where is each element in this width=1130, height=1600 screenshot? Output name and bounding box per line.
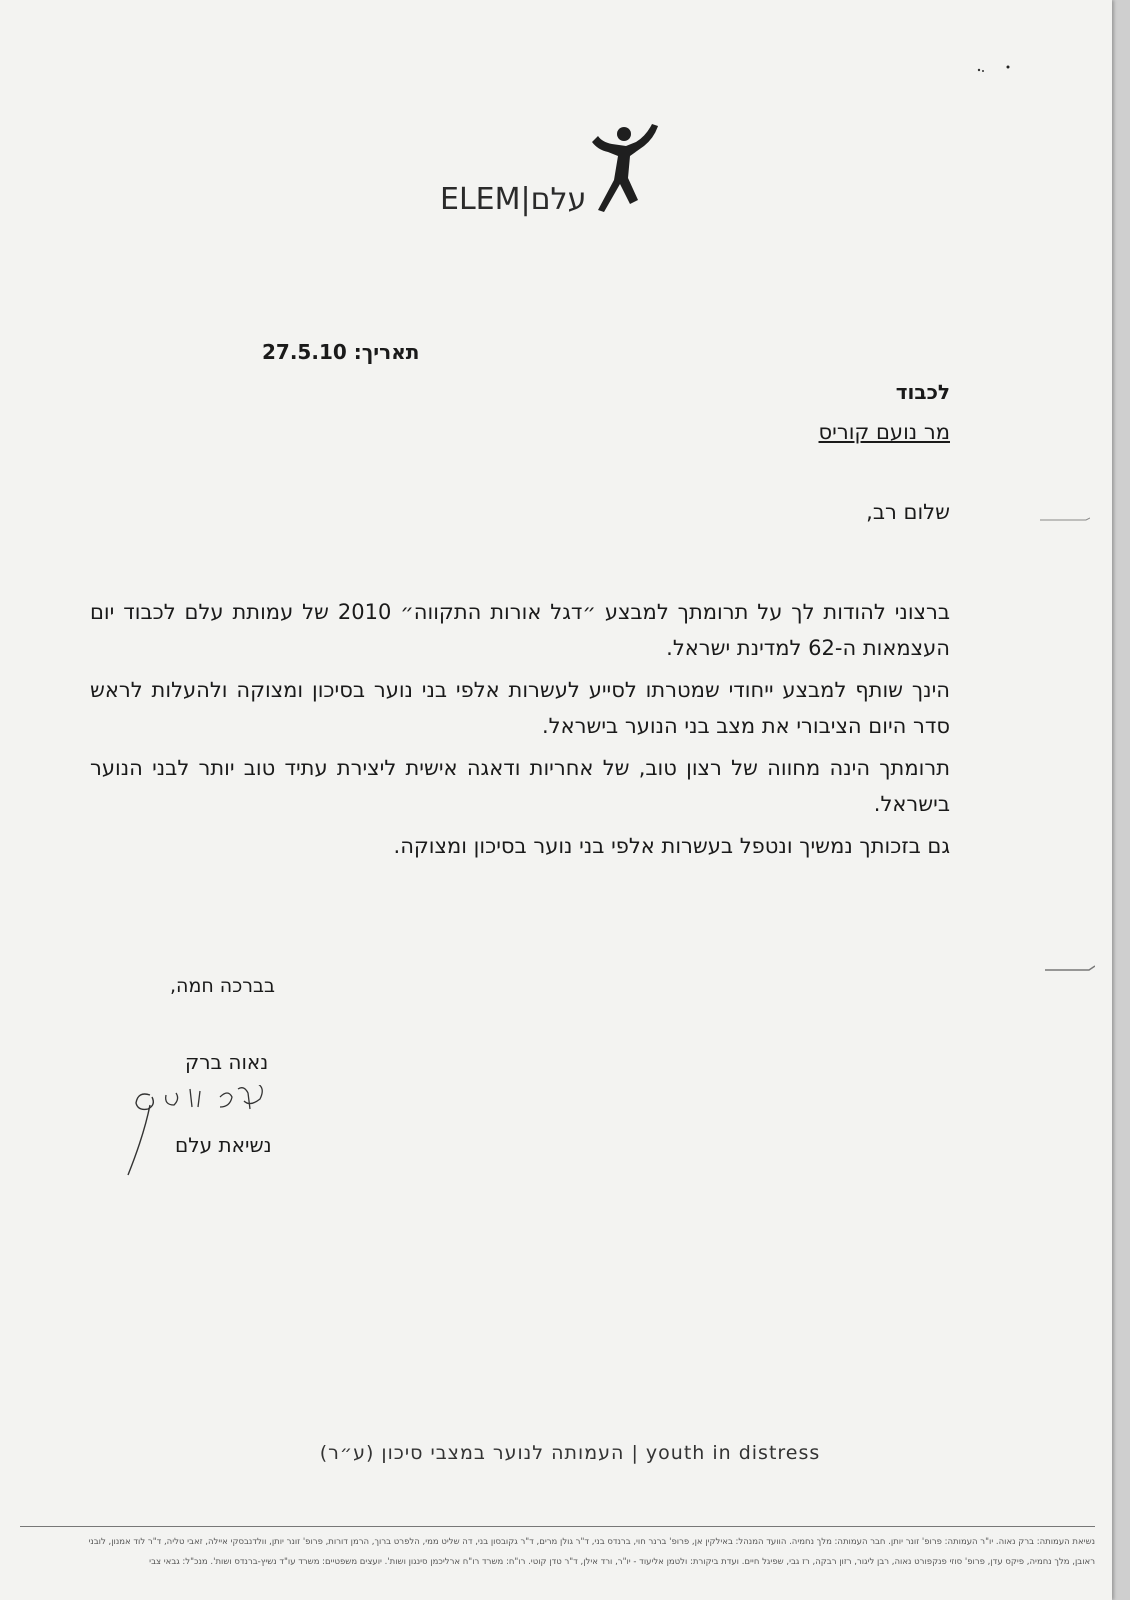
signer-name: נאוה ברק bbox=[185, 1050, 269, 1074]
person-logo-icon bbox=[586, 120, 666, 215]
signer-title: נשיאת עלם bbox=[175, 1133, 272, 1157]
footer-tagline: העמותה לנוער במצבי סיכון (ע״ר) | youth in distress bbox=[319, 1442, 821, 1464]
scan-specks bbox=[975, 60, 1015, 80]
letter-date: תאריך: 27.5.10 bbox=[262, 340, 420, 364]
body-paragraph: גם בזכותך נמשיך ונטפל בעשרות אלפי בני נוער בסיכון ומצוקה. bbox=[393, 834, 950, 858]
closing: בברכה חמה, bbox=[170, 975, 275, 997]
body-paragraph: הינך שותף למבצע ייחודי שמטרתו לסייע לעשרות אלפי בני נוער בסיכון ומצוקה ולהעלות לראש סדר היום הציבורי את מצב בני הנוער בישראל. bbox=[90, 678, 950, 738]
footer-divider bbox=[20, 1526, 1095, 1527]
board-members-line: ראובן, מלך נחמיה, פיקס עדן, פרופ' סוזי פנקפורט נאוה, רבן ליגור, רזון רבקה, רז גבי, שפיגל חיים. ועדת ביקורת: ולטמן אליעוד - יו"ר, ורד אילן, ד"ר טדן קוטי. רו"ח: משרד רו"ח ארליכמן סינגון ושות'. יועצים משפטיים: משרד עו"ד נשיץ-ברנדס ושות'. מנכ"ל: גבאי צבי bbox=[149, 1557, 1095, 1567]
body-paragraph: תרומתך הינה מחווה של רצון טוב, של אחריות ודאגה אישית ליצירת עתיד טוב יותר לבני הנוער בישראל. bbox=[90, 756, 950, 816]
body-paragraph: ברצוני להודות לך על תרומתך למבצע ״דגל אורות התקווה״ 2010 של עמותת עלם לכבוד יום העצמאות ה-62 למדינת ישראל. bbox=[90, 600, 950, 660]
recipient-name: מר נועם קוריס bbox=[818, 420, 950, 444]
elem-logo bbox=[440, 120, 680, 220]
scan-mark bbox=[1040, 515, 1090, 525]
letter-body bbox=[90, 594, 950, 870]
to-label: לכבוד bbox=[895, 380, 950, 404]
logo-wordmark: ELEM|עלם bbox=[440, 182, 587, 217]
board-members-line: נשיאת העמותה: ברק נאוה. יו"ר העמותה: פרופ' זונר יותן. חבר העמותה: מלך נחמיה. הוועד המנהל: באילקין אן, פרופ' ברנר חוי, ברנדס בני, ד"ר גולן מרים, ד"ר גקובסון בני, דה שליט ממי, הלפרט ברוך, הרמן דורות, פרופ' זונר יותן, וולדנבסקי איילה, זאבי טליה, ד"ר לוד אמנון, לובני bbox=[88, 1537, 1095, 1547]
greeting: שלום רב, bbox=[866, 500, 950, 524]
scan-mark bbox=[1045, 962, 1095, 976]
